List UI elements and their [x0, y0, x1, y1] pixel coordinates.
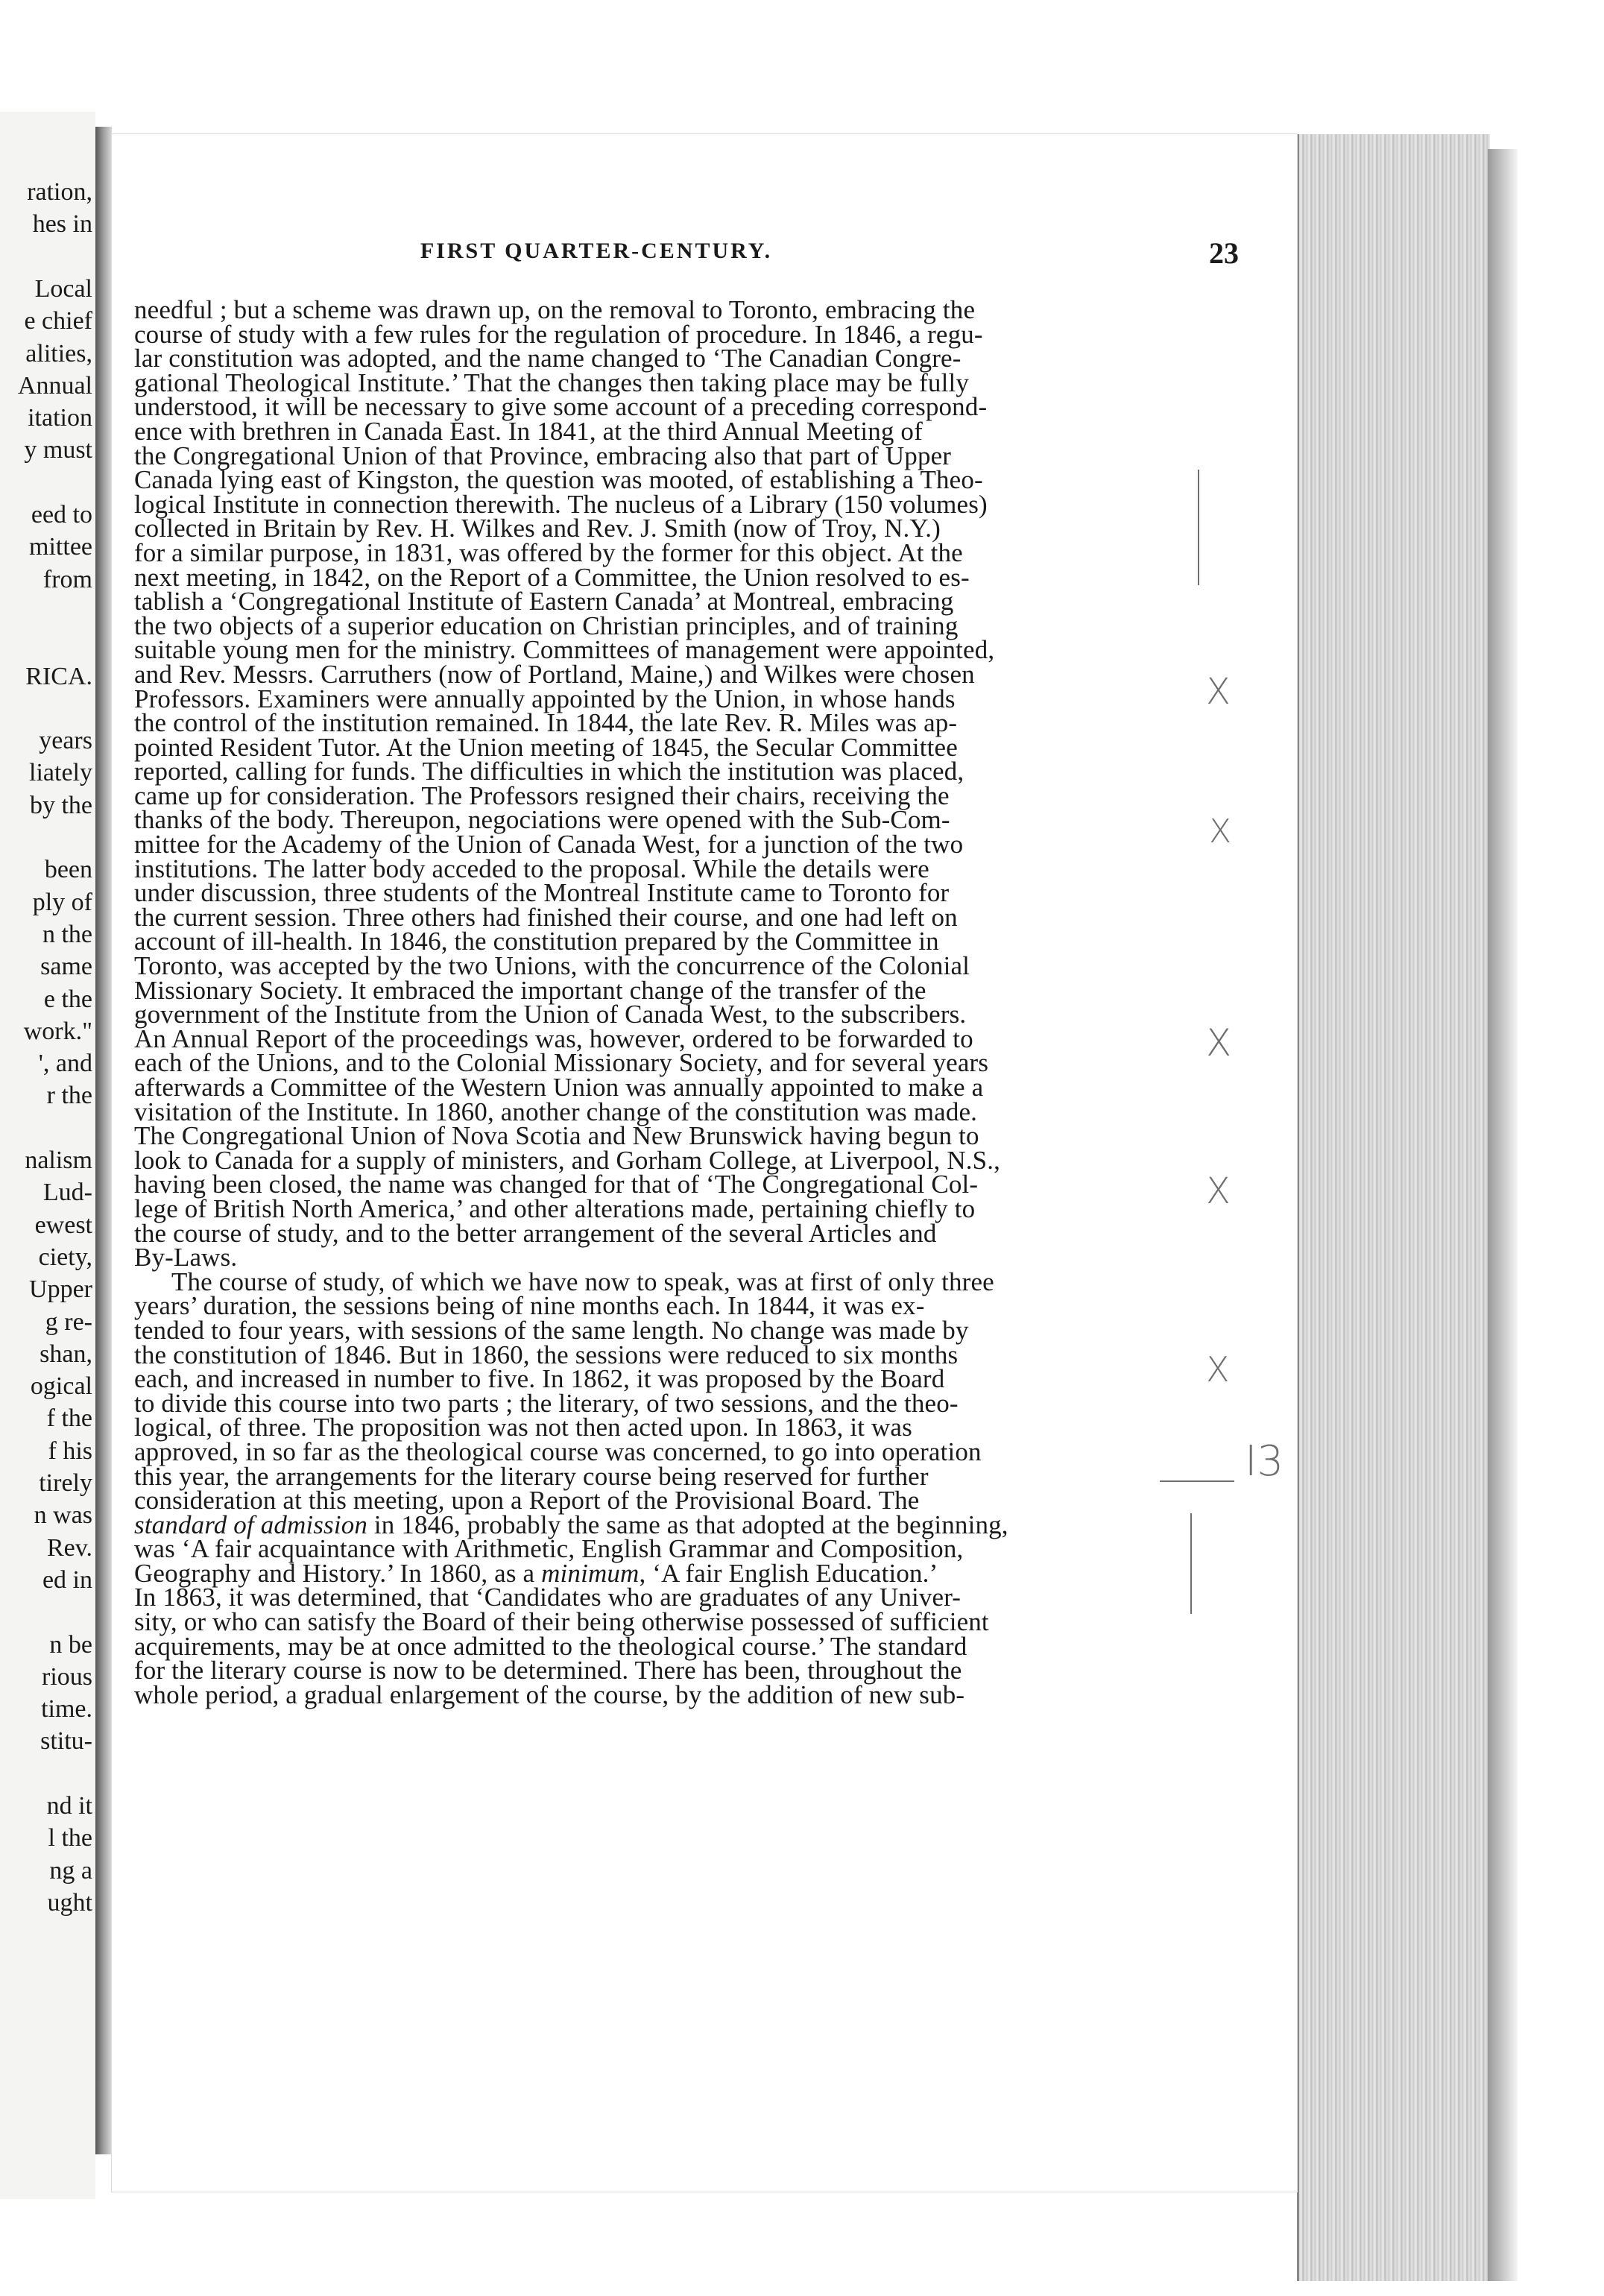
- text-line: whole period, a gradual enlargement of the course, by the addition of new sub-: [134, 1680, 965, 1709]
- left-page-line-fragment: g re-: [45, 1308, 92, 1336]
- text-line: consideration at this meeting, upon a Report of the Provisional Board. The: [134, 1486, 920, 1516]
- text-line: visitation of the Institute. In 1860, another change of the constitution was made.: [134, 1097, 978, 1126]
- pencil-mark-x-1: X: [1206, 671, 1231, 713]
- left-page-line-fragment: r the: [46, 1082, 92, 1110]
- left-page-line-fragment: l the: [48, 1824, 92, 1852]
- text-line: understood, it will be necessary to give some account of a preceding correspond-: [134, 392, 988, 422]
- text-line: Geography and History.’ In 1860, as a minimum, ‘A fair English Education.’: [134, 1558, 938, 1588]
- pencil-mark-x-4: X: [1206, 1170, 1231, 1212]
- left-page-line-fragment: n was: [34, 1501, 92, 1530]
- left-page-line-fragment: shan,: [40, 1340, 92, 1368]
- text-line: afterwards a Committee of the Western Union was annually appointed to make a: [134, 1073, 984, 1102]
- text-line: Canada lying east of Kingston, the question was mooted, of establishing a Theo-: [134, 465, 983, 495]
- text-line: having been closed, the name was changed for that of ‘The Congregational Col-: [134, 1170, 979, 1199]
- text-line: An Annual Report of the proceedings was, however, ordered to be forwarded to: [134, 1024, 973, 1053]
- text-line: lar constitution was adopted, and the name changed to ‘The Canadian Congre-: [134, 344, 962, 373]
- left-page-line-fragment: ogical: [30, 1372, 92, 1401]
- text-line: to divide this course into two parts ; the literary, of two sessions, and the theo-: [134, 1388, 959, 1418]
- page-number: 23: [1209, 236, 1239, 270]
- left-page-line-fragment: mittee: [29, 533, 92, 561]
- page-edge-stack: [1297, 134, 1490, 2281]
- running-head: FIRST QUARTER-CENTURY.: [420, 239, 773, 263]
- left-page-line-fragment: ed in: [42, 1565, 92, 1594]
- text-line: course of study with a few rules for the regulation of procedure. In 1846, a regu-: [134, 319, 983, 349]
- left-page-line-fragment: f his: [48, 1436, 92, 1465]
- text-line: and Rev. Messrs. Carruthers (now of Portland, Maine,) and Wilkes were chosen: [134, 659, 975, 689]
- left-page-line-fragment: ply of: [32, 888, 92, 916]
- text-line: approved, in so far as the theological course was concerned, to go into operation: [134, 1436, 982, 1466]
- left-page-line-fragment: Annual: [17, 371, 92, 400]
- left-page-line-fragment: Lud-: [42, 1179, 92, 1207]
- text-line: The Congregational Union of Nova Scotia and New Brunswick having begun to: [134, 1121, 979, 1151]
- text-line: the two objects of a superior education on Christian principles, and of training: [134, 611, 959, 640]
- left-page-line-fragment: nd it: [46, 1792, 92, 1820]
- text-line: was ‘A fair acquaintance with Arithmetic, English Grammar and Composition,: [134, 1534, 964, 1564]
- left-page-line-fragment: from: [42, 565, 92, 593]
- left-page-line-fragment: ewest: [34, 1211, 92, 1239]
- text-line: government of the Institute from the Union of Canada West, to the subscribers.: [134, 1000, 967, 1029]
- text-line: for the literary course is now to be determined. There has been, throughout the: [134, 1656, 962, 1685]
- text-line: came up for consideration. The Professors resigned their chairs, receiving the: [134, 780, 950, 810]
- left-page-line-fragment: e the: [43, 985, 92, 1013]
- left-page-line-fragment: eed to: [31, 501, 92, 529]
- left-page-line-fragment: same: [40, 953, 92, 981]
- text-line: Toronto, was accepted by the two Unions, with the concurrence of the Colonial: [134, 951, 970, 981]
- left-page-line-fragment: Local: [34, 274, 92, 303]
- text-line: acquirements, may be at once admitted to the theological course.’ The standard: [134, 1631, 967, 1661]
- text-line: standard of admission in 1846, probably the same as that adopted at the beginning,: [134, 1510, 1008, 1539]
- left-page-line-fragment: liately: [29, 759, 92, 787]
- text-line: mittee for the Academy of the Union of Canada West, for a junction of the two: [134, 830, 964, 860]
- text-line: thanks of the body. Thereupon, negociations were opened with the Sub-Com-: [134, 805, 950, 835]
- pencil-mark-x-5: X: [1206, 1349, 1230, 1390]
- text-line: By-Laws.: [134, 1243, 238, 1272]
- left-page-line-fragment: time.: [41, 1695, 92, 1723]
- left-page-line-fragment: n be: [49, 1630, 92, 1659]
- left-page-line-fragment: Upper: [29, 1275, 92, 1304]
- left-page-line-fragment: work.": [23, 1017, 92, 1045]
- left-page-line-fragment: ught: [47, 1888, 92, 1917]
- text-line: the control of the institution remained. In 1844, the late Rev. R. Miles was ap-: [134, 708, 958, 738]
- left-page-line-fragment: Rev.: [46, 1533, 92, 1562]
- pencil-bracket-2: [1190, 1513, 1192, 1614]
- left-page-line-fragment: y must: [24, 436, 92, 464]
- left-page-line-fragment: e chief: [24, 307, 92, 335]
- text-line: collected in Britain by Rev. H. Wilkes and Rev. J. Smith (now of Troy, N.Y.): [134, 514, 941, 543]
- text-line: the Congregational Union of that Province, embracing also that part of Upper: [134, 441, 952, 470]
- left-page-line-fragment: ', and: [38, 1050, 92, 1078]
- left-facing-page: [0, 112, 95, 2199]
- left-page-line-fragment: nalism: [25, 1147, 92, 1174]
- text-line: logical, of three. The proposition was not then acted upon. In 1863, it was: [134, 1413, 912, 1442]
- left-page-line-fragment: f the: [46, 1404, 92, 1433]
- left-page-line-fragment: n the: [42, 920, 92, 948]
- text-line: In 1863, it was determined, that ‘Candidates who are graduates of any Univer-: [134, 1583, 962, 1612]
- text-line: lege of British North America,’ and other alterations made, pertaining chiefly to: [134, 1193, 976, 1223]
- text-line: years’ duration, the sessions being of nine months each. In 1844, it was ex-: [134, 1291, 925, 1321]
- left-page-line-fragment: years: [39, 727, 92, 755]
- text-line: institutions. The latter body acceded to the proposal. While the details were: [134, 854, 929, 883]
- text-line: next meeting, in 1842, on the Report of a Committee, the Union resolved to es-: [134, 562, 970, 592]
- text-line: needful ; but a scheme was drawn up, on the removal to Toronto, embracing the: [134, 295, 976, 324]
- left-page-line-fragment: RICA.: [25, 662, 92, 690]
- left-page-line-fragment: hes in: [32, 210, 92, 239]
- text-line: gational Theological Institute.’ That the changes then taking place may be fully: [134, 368, 969, 397]
- text-line: reported, calling for funds. The difficulties in which the institution was placed,: [134, 757, 964, 786]
- page-edge-shadow: [1488, 149, 1518, 2281]
- pencil-bracket-1: [1198, 470, 1199, 585]
- text-line: each of the Unions, and to the Colonial Missionary Society, and for several years: [134, 1048, 989, 1078]
- text-line: Missionary Society. It embraced the important change of the transfer of the: [134, 975, 926, 1005]
- text-line: the constitution of 1846. But in 1860, the sessions were reduced to six months: [134, 1340, 959, 1369]
- book-gutter: [95, 127, 112, 2154]
- left-page-line-fragment: ng a: [49, 1856, 92, 1885]
- left-page-line-fragment: ciety,: [38, 1243, 92, 1271]
- text-line: tended to four years, with sessions of the same length. No change was made by: [134, 1315, 969, 1345]
- left-page-line-fragment: by the: [29, 791, 92, 819]
- pencil-underline: [1160, 1480, 1234, 1482]
- text-line: The course of study, of which we have now to speak, was at first of only three: [171, 1267, 994, 1296]
- text-line: the course of study, and to the better arrangement of the several Articles and: [134, 1218, 937, 1248]
- left-page-line-fragment: tirely: [39, 1469, 92, 1497]
- left-page-line-fragment: alities,: [25, 339, 92, 368]
- left-page-line-fragment: rious: [42, 1662, 92, 1691]
- left-page-line-fragment: been: [44, 856, 92, 884]
- left-page-line-fragment: stitu-: [40, 1727, 92, 1756]
- pencil-mark-glyph: I3: [1245, 1437, 1284, 1486]
- text-line: the current session. Three others had finished their course, and one had left on: [134, 902, 958, 932]
- body-text: [134, 295, 1193, 1709]
- text-line: under discussion, three students of the Montreal Institute came to Toronto for: [134, 878, 950, 908]
- text-line: look to Canada for a supply of ministers, and Gorham College, at Liverpool, N.S.,: [134, 1145, 1001, 1175]
- text-line: suitable young men for the ministry. Committees of management were appointed,: [134, 635, 995, 665]
- text-line: ence with brethren in Canada East. In 1841, at the third Annual Meeting of: [134, 416, 923, 446]
- left-page-line-fragment: itation: [28, 404, 92, 432]
- text-line: each, and increased in number to five. In 1862, it was proposed by the Board: [134, 1364, 945, 1394]
- text-line: logical Institute in connection therewith. The nucleus of a Library (150 volumes): [134, 489, 988, 519]
- text-line: Professors. Examiners were annually appointed by the Union, in whose hands: [134, 684, 956, 713]
- left-page-line-fragment: ration,: [27, 178, 92, 206]
- text-line: sity, or who can satisfy the Board of their being otherwise possessed of sufficient: [134, 1607, 989, 1637]
- text-line: tablish a ‘Congregational Institute of Eastern Canada’ at Montreal, embracing: [134, 587, 954, 616]
- pencil-mark-x-2: X: [1209, 813, 1232, 851]
- text-line: account of ill-health. In 1846, the constitution prepared by the Committee in: [134, 927, 939, 956]
- pencil-mark-x-3: X: [1206, 1021, 1232, 1065]
- text-line: for a similar purpose, in 1831, was offered by the former for this object. At the: [134, 537, 963, 567]
- book-page: [112, 134, 1297, 2192]
- text-line: this year, the arrangements for the literary course being reserved for further: [134, 1461, 929, 1491]
- text-line: pointed Resident Tutor. At the Union meeting of 1845, the Secular Committee: [134, 732, 958, 762]
